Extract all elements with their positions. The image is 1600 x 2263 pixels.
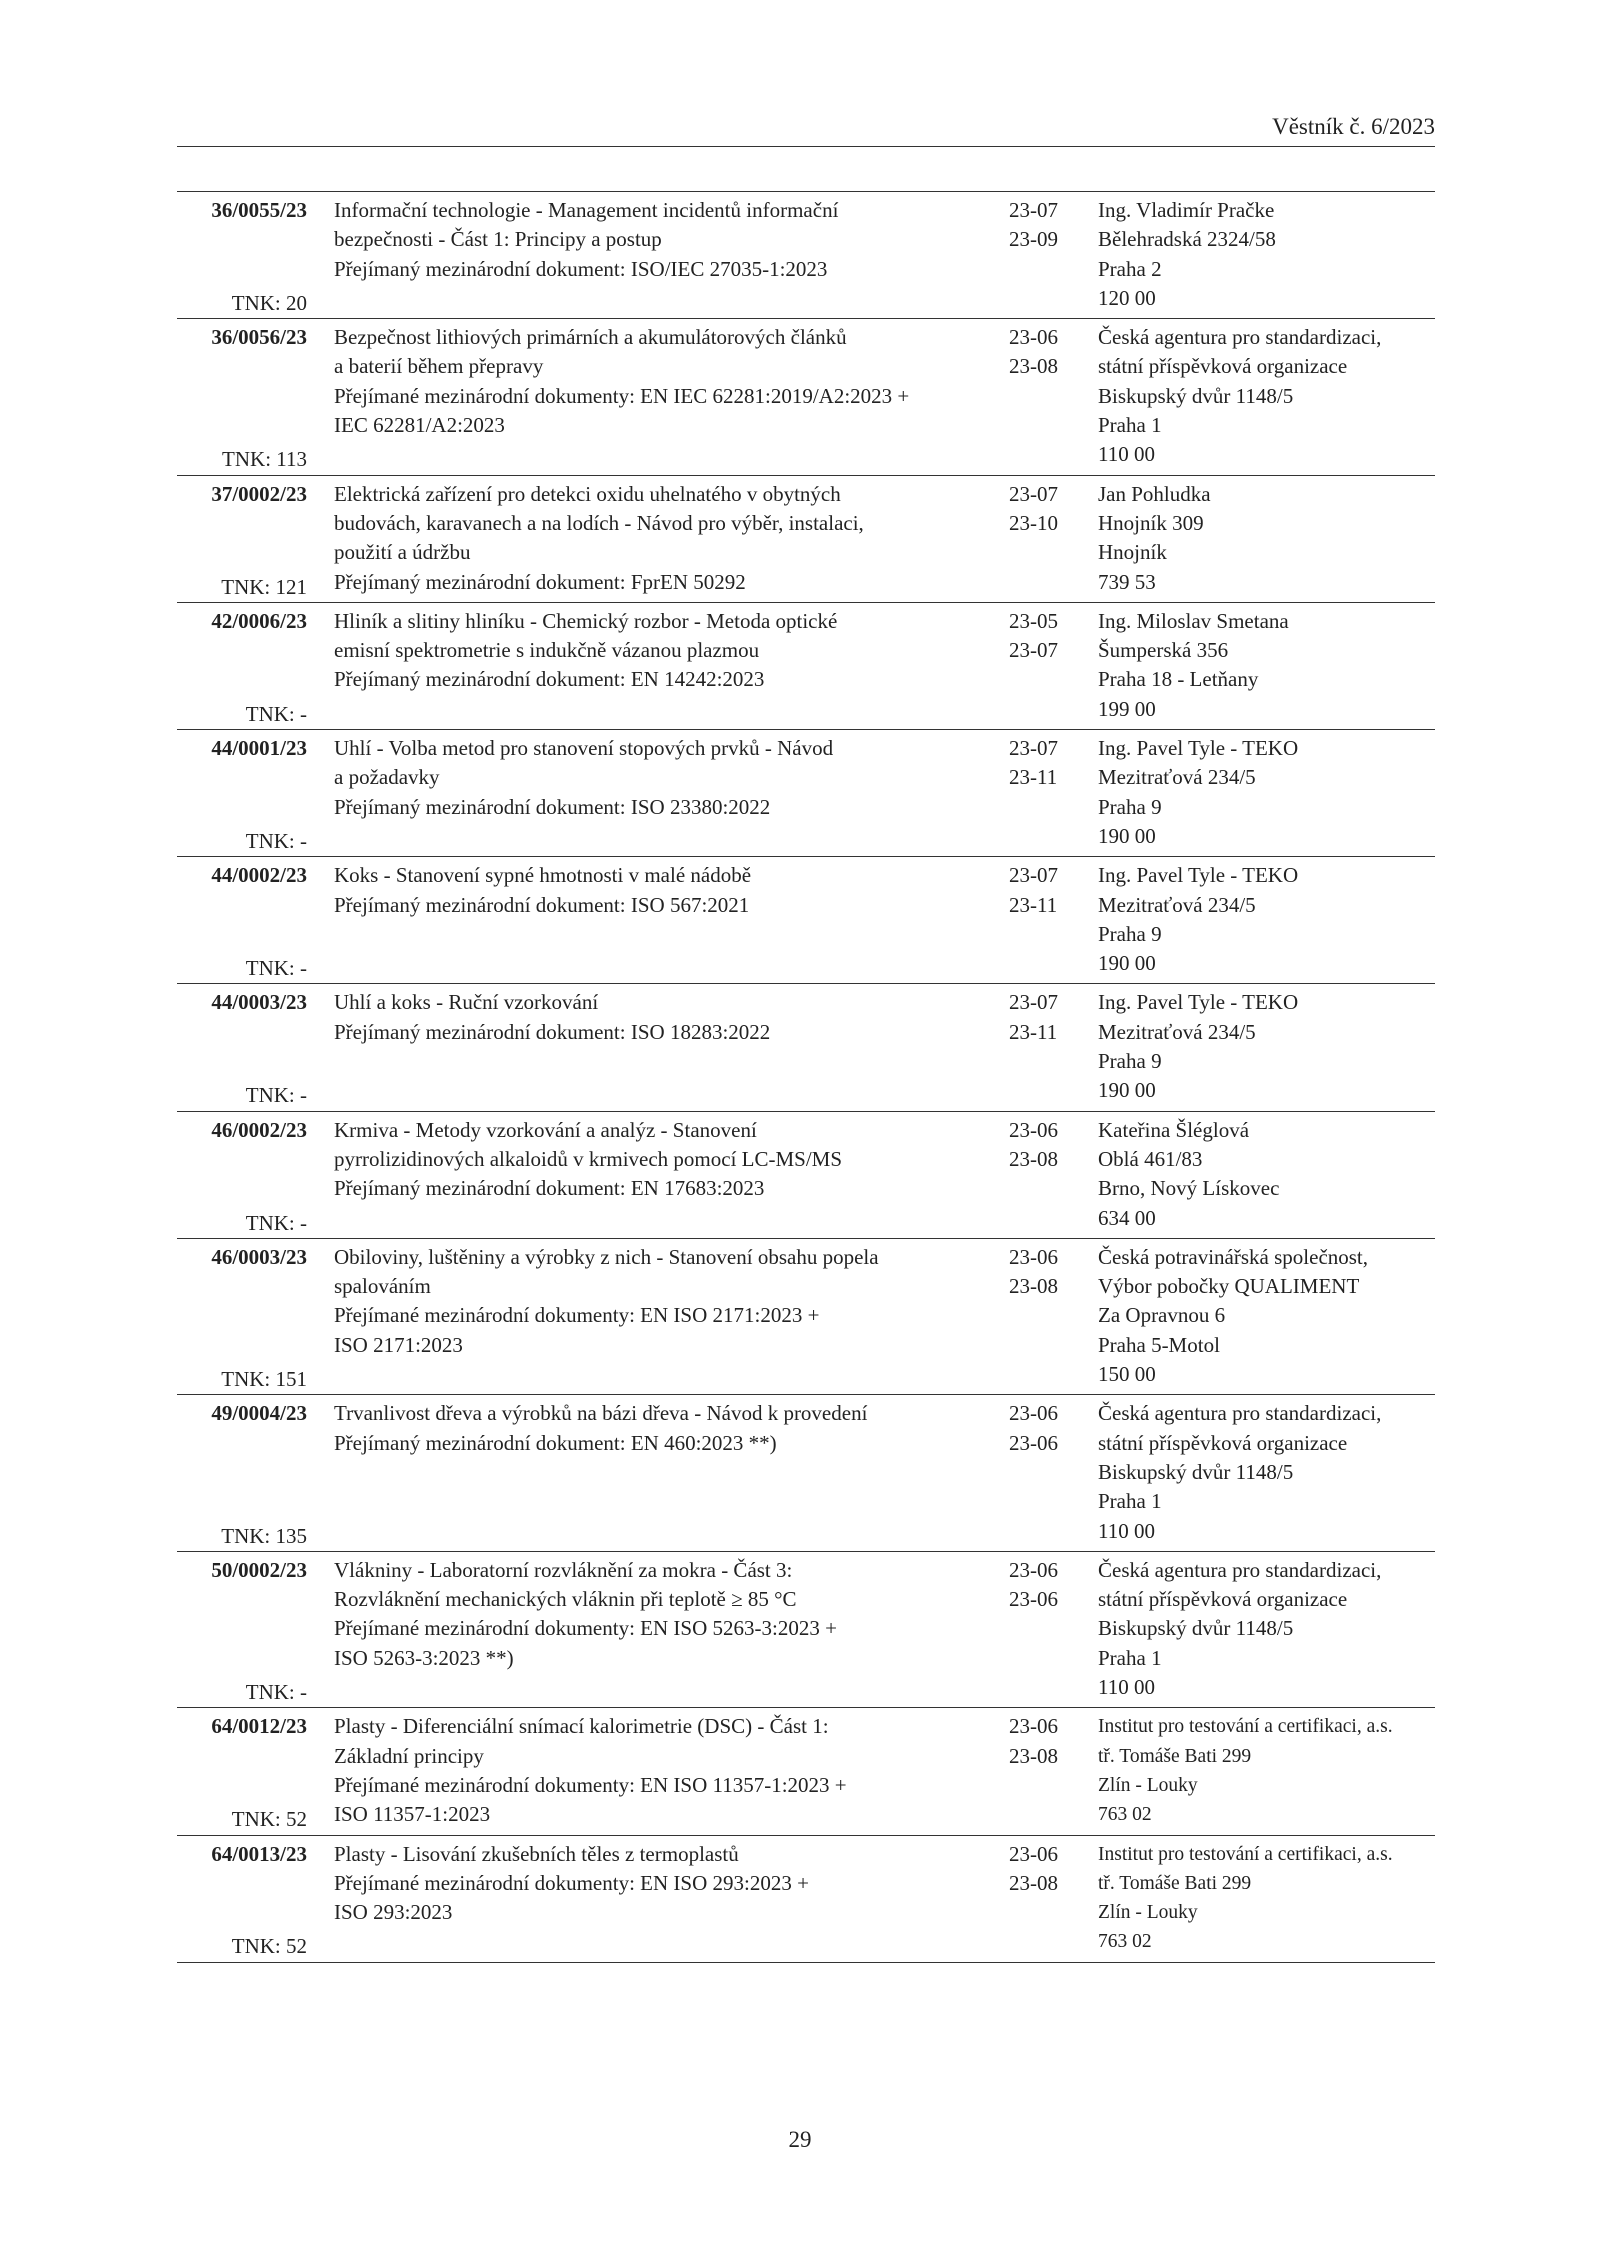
entry-dates — [1009, 1712, 1079, 1771]
entry-tnk: TNK: 52 — [231, 1934, 307, 1959]
entry-tnk: TNK: - — [245, 1210, 307, 1235]
entry-dates-line: 23-08 — [1009, 1870, 1058, 1895]
entry-dates-line: 23-06 — [1009, 1401, 1058, 1426]
entry-title — [334, 1399, 994, 1458]
entry-tnk: TNK: 52 — [231, 1807, 307, 1832]
entry-address-line: Biskupský dvůr 1148/5 — [1098, 1459, 1294, 1484]
entry-address-line: Hnojník — [1098, 540, 1167, 565]
entry-address-line: Česká agentura pro standardizaci, — [1098, 325, 1382, 350]
entry-dates-line: 23-10 — [1009, 510, 1058, 535]
entry-id: 44/0001/23 — [211, 736, 307, 761]
entry-id-cell — [177, 196, 307, 318]
entry-address-line: Šumperská 356 — [1098, 638, 1229, 663]
entry-id: 36/0055/23 — [211, 198, 307, 222]
entry-address-line: Praha 1 — [1098, 1489, 1162, 1514]
entry-address-line: Jan Pohludka — [1098, 481, 1211, 506]
entry-title-line: Hliník a slitiny hliníku - Chemický rozbor - Metoda optické — [334, 608, 838, 633]
entry-dates-line: 23-11 — [1009, 892, 1058, 917]
entry-address — [1098, 861, 1438, 978]
table-row — [177, 476, 1435, 603]
entry-title — [334, 1116, 994, 1204]
entry-address-line: 190 00 — [1098, 951, 1156, 976]
entry-title-line: Přejímaný mezinárodní dokument: EN 17683:2023 — [334, 1176, 765, 1201]
entry-address-line: Česká agentura pro standardizaci, — [1098, 1557, 1382, 1582]
entry-id-cell — [177, 734, 307, 856]
table-row — [177, 319, 1435, 476]
entry-title-line: Přejímaný mezinárodní dokument: ISO 18283:2022 — [334, 1019, 771, 1044]
entry-title-line: emisní spektrometrie s indukčně vázanou plazmou — [334, 638, 760, 663]
entry-title — [334, 861, 994, 920]
entry-title-line: Přejímané mezinárodní dokumenty: EN ISO 2171:2023 + — [334, 1303, 820, 1328]
entry-title-line: Přejímaný mezinárodní dokument: ISO 567:2021 — [334, 892, 750, 917]
entry-title-line: ISO 2171:2023 — [334, 1332, 463, 1357]
entry-title — [334, 734, 994, 822]
entry-tnk: TNK: 151 — [221, 1367, 307, 1392]
entry-address-line: Výbor pobočky QUALIMENT — [1098, 1274, 1360, 1299]
entry-address-line: Ing. Pavel Tyle - TEKO — [1098, 863, 1299, 888]
entry-title-line: Plasty - Lisování zkušebních těles z termoplastů — [334, 1841, 739, 1866]
entry-address — [1098, 196, 1438, 313]
entry-title-line: ISO 5263-3:2023 **) — [334, 1645, 514, 1670]
entry-address-line: 110 00 — [1098, 1518, 1155, 1543]
entry-dates-line: 23-08 — [1009, 1274, 1058, 1299]
entry-title — [334, 323, 994, 440]
entry-address-line: 120 00 — [1098, 285, 1156, 310]
entry-address-line: Biskupský dvůr 1148/5 — [1098, 383, 1294, 408]
entry-id-cell — [177, 1399, 307, 1551]
entry-title — [334, 1840, 994, 1928]
entry-address-line: 190 00 — [1098, 1078, 1156, 1103]
entry-title-line: IEC 62281/A2:2023 — [334, 413, 505, 438]
entry-dates — [1009, 734, 1079, 793]
entry-dates-line: 23-07 — [1009, 198, 1058, 222]
journal-header: Věstník č. 6/2023 — [1272, 114, 1435, 139]
entry-title-line: Přejímaný mezinárodní dokument: ISO 23380:2022 — [334, 794, 771, 819]
entry-title-line: Přejímané mezinárodní dokumenty: EN ISO 5263-3:2023 + — [334, 1616, 837, 1641]
entry-address-line: Brno, Nový Lískovec — [1098, 1176, 1280, 1201]
entry-dates — [1009, 1116, 1079, 1175]
entry-dates — [1009, 861, 1079, 920]
entry-address-line: Biskupský dvůr 1148/5 — [1098, 1616, 1294, 1641]
entry-address-line: Bělehradská 2324/58 — [1098, 227, 1276, 252]
entry-tnk: TNK: 135 — [221, 1523, 307, 1548]
standards-table — [177, 191, 1435, 1963]
entry-dates-line: 23-07 — [1009, 990, 1058, 1015]
entry-title-line: Přejímané mezinárodní dokumenty: EN IEC 62281:2019/A2:2023 + — [334, 383, 910, 408]
entry-id: 44/0003/23 — [211, 990, 307, 1015]
entry-address — [1098, 1840, 1438, 1957]
entry-dates — [1009, 1399, 1079, 1458]
entry-title — [334, 607, 994, 695]
entry-address-line: Mezitraťová 234/5 — [1098, 1019, 1256, 1044]
entry-id: 64/0013/23 — [211, 1841, 307, 1866]
entry-tnk: TNK: 20 — [231, 290, 307, 315]
entry-dates-line: 23-11 — [1009, 765, 1058, 790]
entry-id-cell — [177, 1243, 307, 1395]
entry-tnk: TNK: - — [245, 701, 307, 726]
entry-dates — [1009, 1556, 1079, 1615]
entry-address-line: Mezitraťová 234/5 — [1098, 765, 1256, 790]
entry-title-line: Obiloviny, luštěniny a výrobky z nich - Stanovení obsahu popela — [334, 1244, 879, 1269]
entry-id: 44/0002/23 — [211, 863, 307, 888]
entry-address-line: Zlín - Louky — [1098, 1774, 1198, 1796]
entry-dates — [1009, 196, 1079, 255]
entry-address — [1098, 480, 1438, 597]
entry-dates-line: 23-08 — [1009, 1743, 1058, 1768]
entry-title-line: bezpečnosti - Část 1: Principy a postup — [334, 227, 662, 252]
table-row — [177, 1112, 1435, 1239]
entry-address-line: Praha 9 — [1098, 921, 1162, 946]
entry-id-cell — [177, 607, 307, 729]
entry-address-line: 190 00 — [1098, 823, 1156, 848]
entry-dates — [1009, 1243, 1079, 1302]
entry-address-line: státní příspěvková organizace — [1098, 1430, 1348, 1455]
entry-dates-line: 23-06 — [1009, 1714, 1058, 1739]
entry-dates-line: 23-07 — [1009, 736, 1058, 761]
entry-address-line: Mezitraťová 234/5 — [1098, 892, 1256, 917]
entry-title-line: ISO 293:2023 — [334, 1900, 453, 1925]
entry-dates-line: 23-06 — [1009, 1117, 1058, 1142]
entry-address-line: Praha 2 — [1098, 256, 1162, 281]
entry-address — [1098, 1556, 1438, 1702]
entry-id-cell — [177, 1840, 307, 1962]
entry-dates-line: 23-07 — [1009, 481, 1058, 506]
table-row — [177, 1395, 1435, 1552]
entry-address-line: Praha 9 — [1098, 1049, 1162, 1074]
entry-id-cell — [177, 323, 307, 475]
entry-address-line: státní příspěvková organizace — [1098, 354, 1348, 379]
table-row — [177, 192, 1435, 319]
entry-dates-line: 23-09 — [1009, 227, 1058, 252]
entry-dates-line: 23-06 — [1009, 1430, 1058, 1455]
entry-title — [334, 1712, 994, 1829]
entry-title-line: Plasty - Diferenciální snímací kalorimetrie (DSC) - Část 1: — [334, 1714, 829, 1739]
entry-title — [334, 1556, 994, 1673]
entry-dates-line: 23-11 — [1009, 1019, 1058, 1044]
entry-address-line: Oblá 461/83 — [1098, 1146, 1203, 1171]
entry-title-line: použití a údržbu — [334, 540, 471, 565]
table-row — [177, 984, 1435, 1111]
entry-id: 36/0056/23 — [211, 325, 307, 350]
table-row — [177, 857, 1435, 984]
entry-address-line: Za Opravnou 6 — [1098, 1303, 1226, 1328]
entry-address-line: Zlín - Louky — [1098, 1902, 1198, 1924]
entry-dates — [1009, 480, 1079, 539]
entry-address-line: Ing. Miloslav Smetana — [1098, 608, 1289, 633]
entry-title-line: Přejímaný mezinárodní dokument: EN 14242:2023 — [334, 667, 765, 692]
entry-address-line: Hnojník 309 — [1098, 510, 1204, 535]
entry-address-line: Ing. Vladimír Pračke — [1098, 198, 1275, 222]
entry-title-line: Elektrická zařízení pro detekci oxidu uhelnatého v obytných — [334, 481, 841, 506]
entry-address-line: 763 02 — [1098, 1931, 1152, 1953]
entry-id: 46/0003/23 — [211, 1244, 307, 1269]
entry-address — [1098, 1116, 1438, 1233]
table-row — [177, 730, 1435, 857]
entry-title-line: Vlákniny - Laboratorní rozvláknění za mokra - Část 3: — [334, 1557, 793, 1582]
entry-title — [334, 480, 994, 597]
entry-id-cell — [177, 1116, 307, 1238]
entry-title — [334, 196, 994, 284]
entry-dates-line: 23-06 — [1009, 1841, 1058, 1866]
entry-dates — [1009, 607, 1079, 666]
entry-id: 50/0002/23 — [211, 1557, 307, 1582]
entry-dates-line: 23-06 — [1009, 1557, 1058, 1582]
entry-tnk: TNK: - — [245, 828, 307, 853]
entry-title — [334, 1243, 994, 1360]
entry-dates — [1009, 988, 1079, 1047]
entry-title-line: Přejímaný mezinárodní dokument: EN 460:2023 **) — [334, 1430, 777, 1455]
entry-dates-line: 23-08 — [1009, 1146, 1058, 1171]
page-number: 29 — [788, 2127, 812, 2152]
entry-id: 42/0006/23 — [211, 608, 307, 633]
entry-tnk: TNK: - — [245, 956, 307, 981]
entry-title-line: Základní principy — [334, 1743, 484, 1768]
entry-address-line: Praha 18 - Letňany — [1098, 667, 1259, 692]
entry-title-line: Přejímaný mezinárodní dokument: ISO/IEC 27035-1:2023 — [334, 256, 828, 281]
entry-id: 37/0002/23 — [211, 481, 307, 506]
entry-address-line: Institut pro testování a certifikaci, a.s. — [1098, 1716, 1393, 1738]
entry-address-line: státní příspěvková organizace — [1098, 1587, 1348, 1612]
table-row — [177, 1552, 1435, 1709]
entry-title-line: budovách, karavanech a na lodích - Návod pro výběr, instalaci, — [334, 510, 864, 535]
entry-address-line: 634 00 — [1098, 1205, 1156, 1230]
entry-address — [1098, 1243, 1438, 1389]
entry-title-line: Krmiva - Metody vzorkování a analýz - Stanovení — [334, 1117, 757, 1142]
entry-dates-line: 23-06 — [1009, 1244, 1058, 1269]
table-row — [177, 603, 1435, 730]
entry-address-line: Praha 1 — [1098, 1645, 1162, 1670]
entry-address-line: 739 53 — [1098, 569, 1156, 594]
entry-dates-line: 23-07 — [1009, 638, 1058, 663]
entry-dates-line: 23-08 — [1009, 354, 1058, 379]
entry-address-line: 150 00 — [1098, 1362, 1156, 1386]
entry-address — [1098, 734, 1438, 851]
entry-address-line: 763 02 — [1098, 1804, 1152, 1826]
entry-address — [1098, 323, 1438, 469]
entry-address-line: Česká potravinářská společnost, — [1098, 1244, 1369, 1269]
entry-id-cell — [177, 988, 307, 1110]
entry-address-line: 110 00 — [1098, 442, 1155, 467]
entry-address-line: Praha 9 — [1098, 794, 1162, 819]
entry-id-cell — [177, 480, 307, 602]
table-row — [177, 1239, 1435, 1396]
entry-address — [1098, 607, 1438, 724]
entry-title-line: Koks - Stanovení sypné hmotnosti v malé nádobě — [334, 863, 752, 888]
entry-title-line: pyrrolizidinových alkaloidů v krmivech pomocí LC-MS/MS — [334, 1146, 843, 1171]
entry-title-line: Uhlí a koks - Ruční vzorkování — [334, 990, 599, 1015]
entry-title — [334, 988, 994, 1047]
entry-title-line: spalováním — [334, 1274, 431, 1299]
entry-address-line: Kateřina Šléglová — [1098, 1117, 1250, 1142]
entry-dates-line: 23-06 — [1009, 1587, 1058, 1612]
entry-id: 64/0012/23 — [211, 1714, 307, 1739]
entry-id-cell — [177, 861, 307, 983]
entry-address-line: Institut pro testování a certifikaci, a.s. — [1098, 1843, 1393, 1865]
entry-title-line: Přejímaný mezinárodní dokument: FprEN 50292 — [334, 569, 746, 594]
entry-address-line: tř. Tomáše Bati 299 — [1098, 1872, 1252, 1894]
entry-dates — [1009, 323, 1079, 382]
table-row — [177, 1836, 1435, 1963]
entry-tnk: TNK: 121 — [221, 574, 307, 599]
entry-address — [1098, 1712, 1438, 1829]
entry-tnk: TNK: 113 — [222, 447, 307, 472]
entry-address-line: Česká agentura pro standardizaci, — [1098, 1401, 1382, 1426]
entry-id: 49/0004/23 — [211, 1401, 307, 1426]
entry-dates-line: 23-07 — [1009, 863, 1058, 888]
entry-address-line: 110 00 — [1098, 1675, 1155, 1699]
entry-dates-line: 23-06 — [1009, 325, 1058, 350]
entry-tnk: TNK: - — [245, 1083, 307, 1108]
entry-address-line: Praha 5-Motol — [1098, 1332, 1220, 1357]
entry-title-line: Rozvláknění mechanických vláknin při teplotě ≥ 85 °C — [334, 1587, 797, 1612]
entry-address-line: tř. Tomáše Bati 299 — [1098, 1745, 1252, 1767]
entry-title-line: Informační technologie - Management incidentů informační — [334, 198, 839, 222]
entry-title-line: Přejímané mezinárodní dokumenty: EN ISO 11357-1:2023 + — [334, 1772, 847, 1797]
entry-dates-line: 23-05 — [1009, 608, 1058, 633]
entry-address-line: Ing. Pavel Tyle - TEKO — [1098, 736, 1299, 761]
header-rule — [177, 146, 1435, 147]
entry-title-line: a požadavky — [334, 765, 440, 790]
entry-address — [1098, 988, 1438, 1105]
entry-title-line: a baterií během přepravy — [334, 354, 544, 379]
entry-title-line: Uhlí - Volba metod pro stanovení stopových prvků - Návod — [334, 736, 834, 761]
entry-address — [1098, 1399, 1438, 1545]
entry-id-cell — [177, 1712, 307, 1834]
entry-id-cell — [177, 1556, 307, 1708]
entry-address-line: 199 00 — [1098, 696, 1156, 721]
entry-title-line: Bezpečnost lithiových primárních a akumulátorových článků — [334, 325, 847, 350]
entry-address-line: Praha 1 — [1098, 413, 1162, 438]
entry-title-line: ISO 11357-1:2023 — [334, 1802, 491, 1827]
entry-dates — [1009, 1840, 1079, 1899]
table-row — [177, 1708, 1435, 1835]
entry-tnk: TNK: - — [245, 1680, 307, 1705]
entry-title-line: Trvanlivost dřeva a výrobků na bázi dřeva - Návod k provedení — [334, 1401, 868, 1426]
entry-address-line: Ing. Pavel Tyle - TEKO — [1098, 990, 1299, 1015]
entry-id: 46/0002/23 — [211, 1117, 307, 1142]
entry-title-line: Přejímané mezinárodní dokumenty: EN ISO 293:2023 + — [334, 1870, 809, 1895]
